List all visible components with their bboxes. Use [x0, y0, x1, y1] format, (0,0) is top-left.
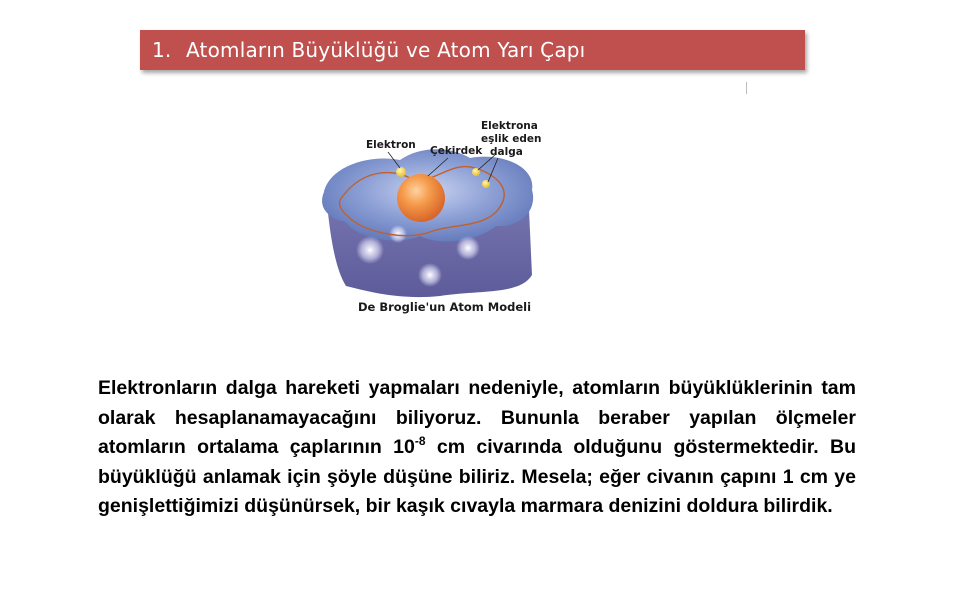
- body-paragraph: [98, 374, 856, 522]
- de-broglie-atom-illustration: [300, 100, 560, 330]
- label-electron: Elektron: [366, 139, 416, 151]
- label-nucleus: Çekirdek: [430, 145, 483, 157]
- paragraph-part-2: cm civarında olduğunu göstermektedir. Bu büyüklüğü anlamak için şöyle düşüne biliriz. Mesela; eğer civanın çapını 1 cm ye genişlettiğimizi düşünürsek, bir kaşık cıvayla marmara denizini doldura bilirdik.: [98, 436, 857, 518]
- decorative-tick: [746, 82, 747, 94]
- title-number: 1.: [152, 38, 172, 62]
- slide-title-bar: [140, 30, 805, 70]
- label-wave-3: dalga: [490, 146, 523, 158]
- figure-caption: De Broglie'un Atom Modeli: [358, 300, 532, 314]
- paragraph-part-1: Elektronların dalga hareketi yapmaları nedeniyle, atomların büyüklüklerinin tam olarak hesaplanamayacağını biliyoruz. Bununla beraber yapılan ölçmeler atomların ortalama çaplarının 10: [98, 377, 856, 459]
- label-wave-2: eşlik eden: [481, 133, 542, 145]
- nucleus: [397, 174, 445, 222]
- slide-title: Atomların Büyüklüğü ve Atom Yarı Çapı: [186, 38, 586, 62]
- electron-dot: [396, 167, 406, 177]
- atom-model-figure: [300, 100, 560, 330]
- exponent: -8: [414, 434, 426, 449]
- electron-dot: [482, 180, 490, 188]
- label-wave-1: Elektrona: [481, 120, 538, 132]
